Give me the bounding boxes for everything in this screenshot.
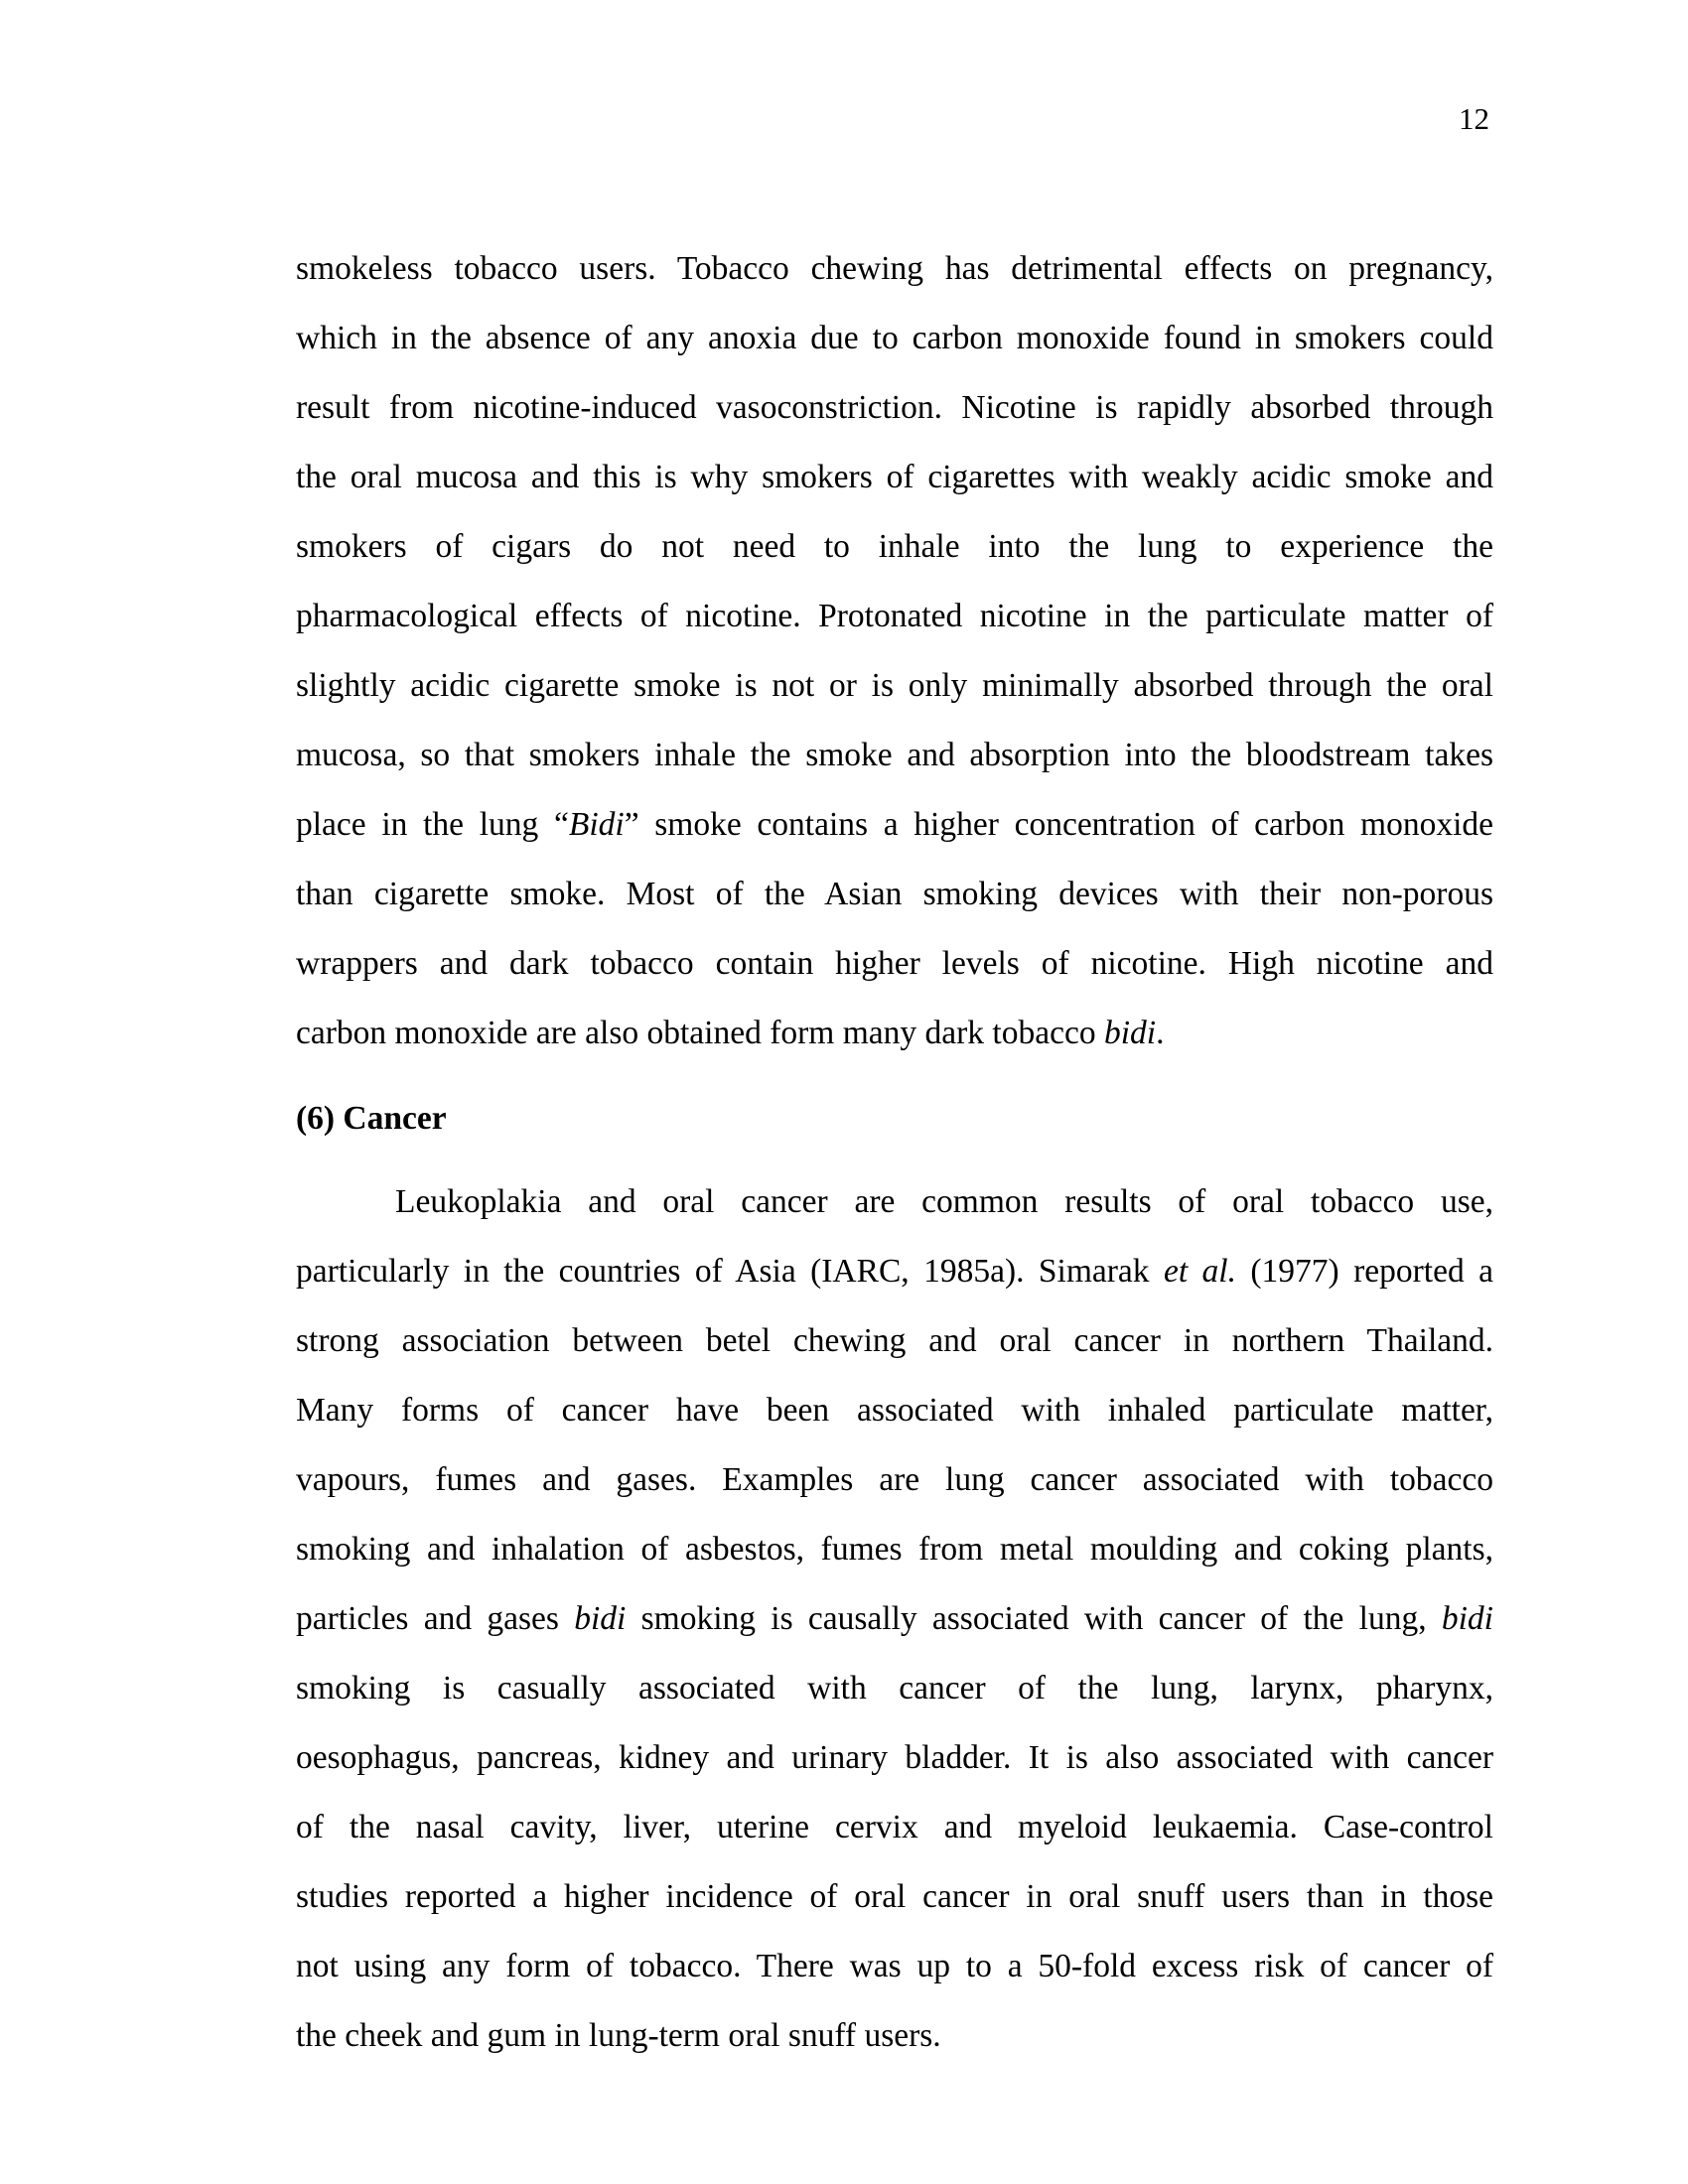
text-line: than cigarette smoke. Most of the Asian smoking devices with their non-porous <box>296 876 1493 912</box>
paragraph-cancer <box>296 1167 1493 2071</box>
page-content <box>296 234 1493 2071</box>
italic-term: bidi <box>1103 1015 1157 1051</box>
text-line: not using any form of tobacco. There was up to a 50-fold excess risk of cancer of <box>296 1948 1493 1984</box>
page-number: 12 <box>1459 101 1489 136</box>
paragraph-continued <box>296 234 1493 1068</box>
italic-term: bidi <box>1441 1600 1493 1637</box>
text-line: strong association between betel chewing and oral cancer in northern Thailand. <box>296 1322 1493 1359</box>
text-line: which in the absence of any anoxia due to carbon monoxide found in smokers could <box>296 320 1493 356</box>
italic-term: bidi <box>574 1600 627 1637</box>
italic-term: et al. <box>1163 1253 1236 1290</box>
text-line: result from nicotine-induced vasoconstriction. Nicotine is rapidly absorbed through <box>296 389 1493 426</box>
text-line: the oral mucosa and this is why smokers of cigarettes with weakly acidic smoke and <box>296 459 1493 495</box>
text-line: smokeless tobacco users. Tobacco chewing has detrimental effects on pregnancy, <box>296 250 1493 287</box>
italic-term: Bidi <box>568 806 625 843</box>
text-line: Many forms of cancer have been associated with inhaled particulate matter, <box>296 1392 1493 1429</box>
text-line: place in the lung “Bidi” smoke contains a higher concentration of carbon monoxide <box>296 806 1493 843</box>
text-line: vapours, fumes and gases. Examples are lung cancer associated with tobacco <box>296 1461 1493 1498</box>
section-heading: (6) Cancer <box>296 1100 447 1137</box>
text-line: Leukoplakia and oral cancer are common results of oral tobacco use, <box>395 1183 1493 1220</box>
text-line: wrappers and dark tobacco contain higher levels of nicotine. High nicotine and <box>296 945 1493 982</box>
text-line: particles and gases bidi smoking is causally associated with cancer of the lung, bidi <box>296 1600 1493 1637</box>
text-line: pharmacological effects of nicotine. Protonated nicotine in the particulate matter of <box>296 598 1493 634</box>
text-line: smoking is casually associated with cancer of the lung, larynx, pharynx, <box>296 1670 1493 1706</box>
text-line: particularly in the countries of Asia (IARC, 1985a). Simarak et al. (1977) reported a <box>296 1253 1494 1290</box>
text-line: of the nasal cavity, liver, uterine cervix and myeloid leukaemia. Case-control <box>296 1809 1493 1845</box>
text-line: mucosa, so that smokers inhale the smoke and absorption into the bloodstream takes <box>296 737 1493 773</box>
text-line: smoking and inhalation of asbestos, fumes from metal moulding and coking plants, <box>296 1531 1493 1568</box>
text-line: the cheek and gum in lung-term oral snuff users. <box>296 2017 941 2054</box>
text-line: oesophagus, pancreas, kidney and urinary bladder. It is also associated with cancer <box>296 1739 1493 1776</box>
text-line: studies reported a higher incidence of oral cancer in oral snuff users than in those <box>296 1878 1493 1915</box>
text-line: carbon monoxide are also obtained form many dark tobacco bidi. <box>296 1015 1165 1051</box>
text-line: smokers of cigars do not need to inhale into the lung to experience the <box>296 528 1493 565</box>
text-line: slightly acidic cigarette smoke is not or is only minimally absorbed through the oral <box>296 667 1493 704</box>
